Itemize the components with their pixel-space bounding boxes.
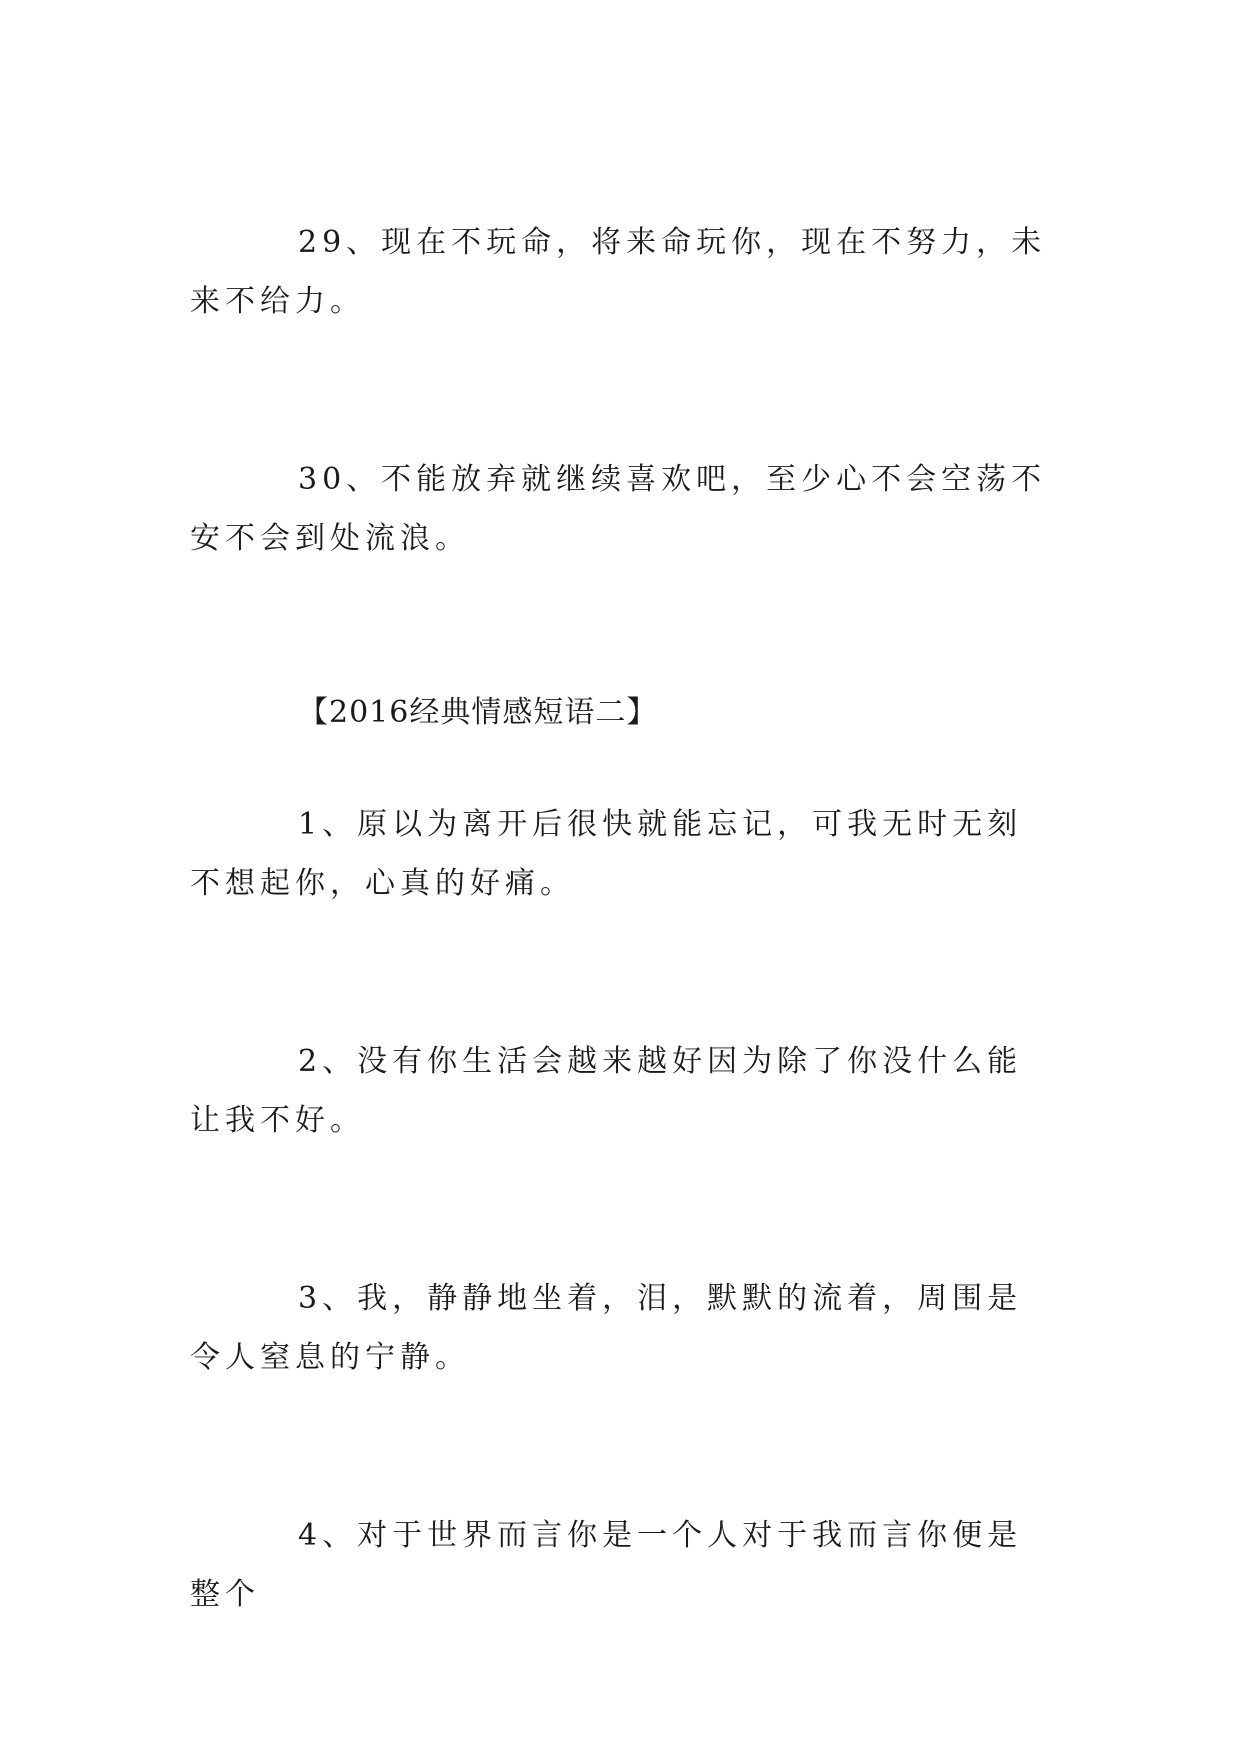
section-item-2: 2、没有你生活会越来越好因为除了你没什么能让我不好。	[190, 1044, 1023, 1138]
section-item-4: 4、对于世界而言你是一个人对于我而言你便是整个	[190, 1518, 1023, 1612]
section-item-3: 3、我，静静地坐着，泪，默默的流着，周围是令人窒息的宁静。	[190, 1281, 1023, 1375]
section-item-1: 1、原以为离开后很快就能忘记，可我无时无刻不想起你，心真的好痛。	[190, 807, 1023, 901]
section-heading: 【2016经典情感短语二】	[298, 695, 658, 730]
paragraph-30: 30、不能放弃就继续喜欢吧，至少心不会空荡不安不会到处流浪。	[190, 462, 1047, 556]
paragraph-29: 29、现在不玩命，将来命玩你，现在不努力，未来不给力。	[190, 225, 1047, 319]
